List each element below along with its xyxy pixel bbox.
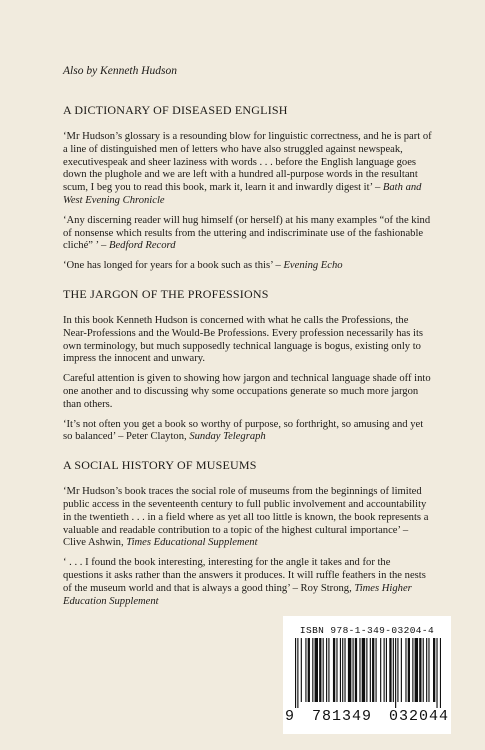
barcode-bar <box>397 638 398 702</box>
isbn-label: ISBN 978-1-349-03204-4 <box>299 625 435 636</box>
section-heading: THE JARGON OF THE PROFESSIONS <box>63 286 269 301</box>
also-by-line: Also by Kenneth Hudson <box>63 65 178 77</box>
barcode-bar <box>366 638 367 702</box>
barcode-bar <box>362 638 365 702</box>
barcode-bar <box>353 638 354 702</box>
barcode-bar <box>323 638 324 702</box>
section-heading: A DICTIONARY OF DISEASED ENGLISH <box>63 103 288 117</box>
barcode-bar <box>340 638 341 702</box>
barcode-bar <box>312 638 313 702</box>
barcode-bar <box>370 638 371 702</box>
section-dictionary <box>63 103 433 273</box>
barcode-digits <box>285 708 449 725</box>
barcode-bar <box>401 638 402 702</box>
barcode-bar <box>348 638 351 702</box>
barcode-bar <box>342 638 343 702</box>
review-quote: ‘One has longed for years for a book such as this’ – Evening Echo <box>63 260 343 272</box>
barcode-bar <box>301 638 302 702</box>
description-paragraph: Careful attention is given to showing how jargon and technical language shade off into one another and to discussing why some occupations generate so much more jargon than others. <box>63 373 431 410</box>
barcode-bar <box>405 638 406 702</box>
barcode-bar <box>295 638 296 708</box>
barcode-bar <box>408 638 410 702</box>
barcode-bar <box>428 638 429 702</box>
review-quote: ‘Mr Hudson’s glossary is a resounding blow for linguistic correctness, and he is part of a line of distinguished men of letters who have also struggled against newspeak, executivespeak and sheer laziness with words . . . before the English language goes down the plughole and we are left with a hundred all-purpose words in the resultant scum, I beg you to read this book, mark it, learn it and inwardly digest it’ – Bath and West Evening Chronicle <box>63 131 432 206</box>
barcode-bar <box>326 638 327 702</box>
section-jargon <box>63 287 433 444</box>
barcode-bar <box>419 638 421 702</box>
barcode-bar <box>423 638 424 702</box>
barcode-bar <box>336 638 337 702</box>
section-museums <box>63 458 433 608</box>
barcode-bar <box>415 638 418 702</box>
barcode-bar <box>412 638 413 702</box>
barcode-bar <box>380 638 381 702</box>
barcode-bar <box>308 638 310 702</box>
barcode-digit-left: 781349 <box>311 708 372 725</box>
review-quote: ‘ . . . I found the book interesting, interesting for the angle it takes and for the questions it asks rather than the answers it produces. It will ruffle feathers in the nests of the museum world and that is always a good thing’ – Roy Strong, Times Higher Education Supplement <box>63 557 426 607</box>
barcode-bar <box>426 638 427 702</box>
barcode-digit-right: 032044 <box>388 708 449 725</box>
barcode-bar <box>376 638 377 702</box>
barcode-digit-lead: 9 <box>285 708 296 725</box>
barcode-bar <box>436 638 437 708</box>
barcode-bar <box>333 638 335 702</box>
barcode-bar <box>359 638 360 702</box>
barcode-bar <box>319 638 321 702</box>
barcode-bar <box>393 638 394 702</box>
barcode-bar <box>386 638 387 702</box>
review-quote: ‘It’s not often you get a book so worthy of purpose, so forthright, so amusing and yet so balanced’ – Peter Clayton, Sunday Telegraph <box>63 418 424 443</box>
review-quote: ‘Mr Hudson’s book traces the social role of museums from the beginnings of limited public access in the seventeenth century to full public involvement and accountability in the twentieth . . . in a field where as yet all too little is known, the book represents a valuable and readable contribution to a topic of the highest cultural importance’ – Clive Ashwin, Times Educational Supplement <box>63 486 429 549</box>
barcode-bar <box>315 638 318 702</box>
barcode-bar <box>344 638 345 702</box>
isbn-barcode <box>283 616 451 734</box>
barcode-bar <box>297 638 298 708</box>
barcode-bar <box>372 638 374 702</box>
barcode-bar <box>384 638 385 702</box>
back-cover-text <box>63 64 433 622</box>
barcode-bar <box>328 638 329 702</box>
review-quote: ‘Any discerning reader will hug himself (or herself) at his many examples “of the kind of nonsense which results from the uttering and indiscriminate use of the fashionable cliché” ’ – Bedford Record <box>63 214 431 252</box>
barcode-bars <box>295 638 441 708</box>
description-paragraph: In this book Kenneth Hudson is concerned with what he calls the Professions, the Near-Professions and the Would-Be Professions. Every profession necessarily has its own terminology, but much supposedly technical language is bogus, existing only to impress the innocent and unwary. <box>63 314 424 365</box>
barcode-bar <box>355 638 357 702</box>
barcode-bar <box>305 638 306 702</box>
barcode-bar <box>440 638 441 708</box>
barcode-bar <box>395 638 396 708</box>
barcode-bar <box>389 638 391 702</box>
section-heading: A SOCIAL HISTORY OF MUSEUMS <box>63 458 257 473</box>
barcode-bar <box>433 638 435 702</box>
